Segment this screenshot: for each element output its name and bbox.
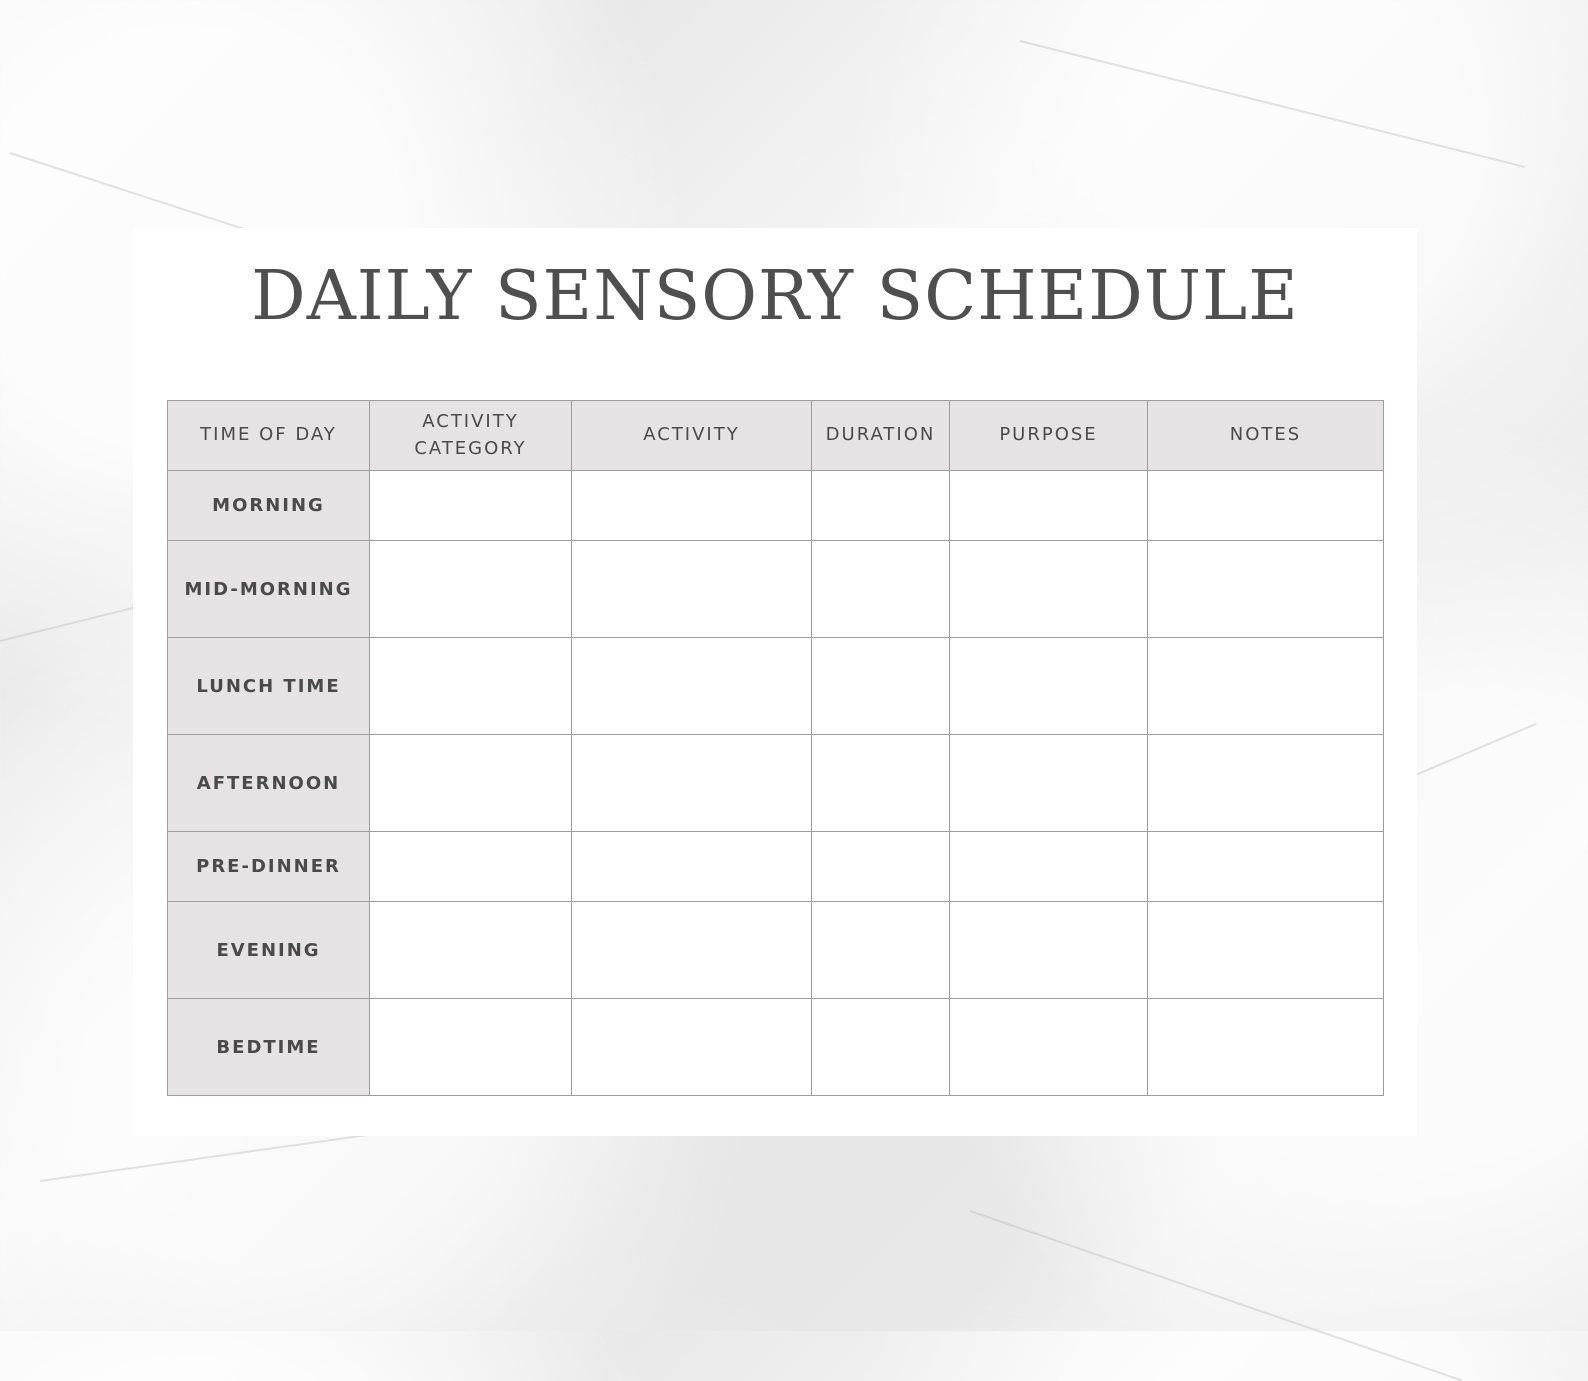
time-of-day-cell bbox=[168, 471, 370, 541]
notes-cell[interactable] bbox=[1148, 638, 1384, 735]
column-header-duration bbox=[812, 401, 950, 471]
time-of-day-cell bbox=[168, 832, 370, 902]
notes-cell[interactable] bbox=[1148, 735, 1384, 832]
activity-cell[interactable] bbox=[572, 638, 812, 735]
time-of-day-cell bbox=[168, 638, 370, 735]
activity-category-cell[interactable] bbox=[370, 735, 572, 832]
schedule-table bbox=[167, 400, 1384, 1096]
column-header-label: ACTIVITY CATEGORY bbox=[414, 411, 527, 459]
duration-cell[interactable] bbox=[812, 471, 950, 541]
activity-category-cell[interactable] bbox=[370, 999, 572, 1096]
activity-cell[interactable] bbox=[572, 832, 812, 902]
time-of-day-label: MID-MORNING bbox=[184, 578, 353, 600]
time-of-day-label: BEDTIME bbox=[216, 1036, 321, 1058]
column-header-label: TIME OF DAY bbox=[200, 424, 337, 446]
notes-cell[interactable] bbox=[1148, 902, 1384, 999]
time-of-day-label: LUNCH TIME bbox=[196, 675, 341, 697]
time-of-day-cell bbox=[168, 902, 370, 999]
schedule-sheet bbox=[133, 228, 1417, 1136]
purpose-cell[interactable] bbox=[950, 832, 1148, 902]
table-row-evening bbox=[168, 902, 1384, 999]
notes-cell[interactable] bbox=[1148, 541, 1384, 638]
page-title: DAILY SENSORY SCHEDULE bbox=[251, 257, 1299, 336]
table-row-afternoon bbox=[168, 735, 1384, 832]
activity-cell[interactable] bbox=[572, 471, 812, 541]
time-of-day-label: AFTERNOON bbox=[196, 772, 341, 794]
column-header-label: ACTIVITY bbox=[643, 424, 740, 446]
activity-cell[interactable] bbox=[572, 735, 812, 832]
activity-category-cell[interactable] bbox=[370, 541, 572, 638]
marble-vein bbox=[1020, 40, 1525, 167]
purpose-cell[interactable] bbox=[950, 999, 1148, 1096]
purpose-cell[interactable] bbox=[950, 735, 1148, 832]
activity-category-cell[interactable] bbox=[370, 638, 572, 735]
column-header-time-of-day bbox=[168, 401, 370, 471]
table-row-pre-dinner bbox=[168, 832, 1384, 902]
time-of-day-label: PRE-DINNER bbox=[196, 856, 341, 877]
purpose-cell[interactable] bbox=[950, 471, 1148, 541]
time-of-day-cell bbox=[168, 999, 370, 1096]
column-header-label: NOTES bbox=[1229, 424, 1302, 446]
notes-cell[interactable] bbox=[1148, 999, 1384, 1096]
activity-cell[interactable] bbox=[572, 999, 812, 1096]
column-header-activity bbox=[572, 401, 812, 471]
activity-cell[interactable] bbox=[572, 902, 812, 999]
notes-cell[interactable] bbox=[1148, 832, 1384, 902]
duration-cell[interactable] bbox=[812, 735, 950, 832]
marble-vein bbox=[970, 1210, 1462, 1381]
column-header-notes bbox=[1148, 401, 1384, 471]
time-of-day-label: EVENING bbox=[216, 939, 321, 961]
duration-cell[interactable] bbox=[812, 902, 950, 999]
duration-cell[interactable] bbox=[812, 638, 950, 735]
table-row-morning bbox=[168, 471, 1384, 541]
duration-cell[interactable] bbox=[812, 541, 950, 638]
purpose-cell[interactable] bbox=[950, 638, 1148, 735]
duration-cell[interactable] bbox=[812, 999, 950, 1096]
purpose-cell[interactable] bbox=[950, 541, 1148, 638]
time-of-day-label: MORNING bbox=[212, 495, 325, 516]
table-row-lunch-time bbox=[168, 638, 1384, 735]
table-row-mid-morning bbox=[168, 541, 1384, 638]
activity-category-cell[interactable] bbox=[370, 902, 572, 999]
table-row-bedtime bbox=[168, 999, 1384, 1096]
notes-cell[interactable] bbox=[1148, 471, 1384, 541]
purpose-cell[interactable] bbox=[950, 902, 1148, 999]
activity-category-cell[interactable] bbox=[370, 471, 572, 541]
column-header-label: DURATION bbox=[825, 424, 936, 446]
activity-category-cell[interactable] bbox=[370, 832, 572, 902]
column-header-label: PURPOSE bbox=[999, 424, 1098, 446]
time-of-day-cell bbox=[168, 735, 370, 832]
header-row bbox=[168, 401, 1384, 471]
activity-cell[interactable] bbox=[572, 541, 812, 638]
column-header-activity-category bbox=[370, 401, 572, 471]
duration-cell[interactable] bbox=[812, 832, 950, 902]
column-header-purpose bbox=[950, 401, 1148, 471]
time-of-day-cell bbox=[168, 541, 370, 638]
